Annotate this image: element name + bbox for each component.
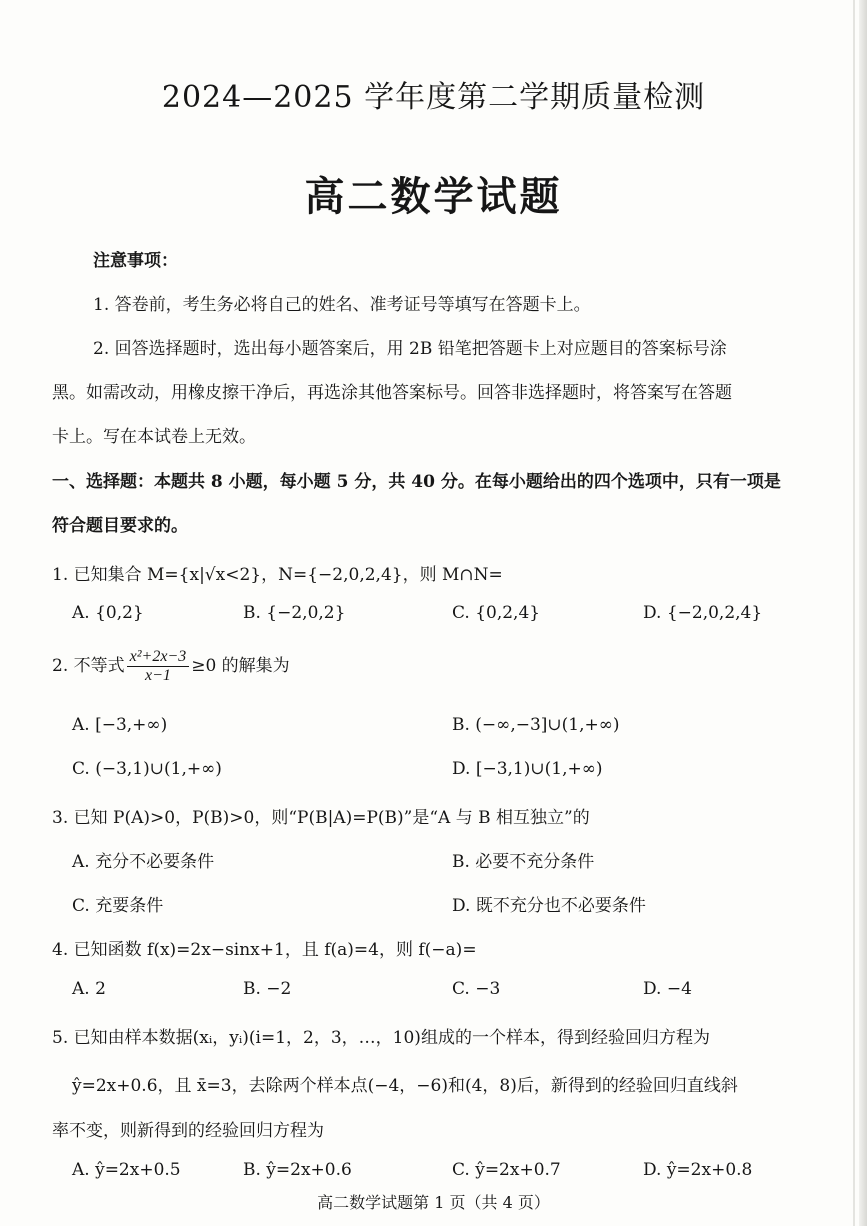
question-3-option-c: C. 充要条件 [72, 896, 164, 916]
question-2-suffix: ≥0 的解集为 [191, 656, 290, 676]
question-2-option-a: A. [−3,+∞) [72, 715, 168, 735]
question-2-denominator: x−1 [144, 667, 171, 684]
exam-subject-title: 高二数学试题 [304, 173, 563, 220]
question-3-option-a: A. 充分不必要条件 [72, 852, 215, 872]
question-2-stem [52, 648, 290, 685]
notice-item-2-line-2: 黑。如需改动，用橡皮擦干净后，再选涂其他答案标号。回答非选择题时，将答案写在答题 [52, 383, 732, 403]
question-5-option-d: D. ŷ=2x+0.8 [643, 1160, 753, 1180]
question-4-option-b: B. −2 [243, 979, 292, 999]
question-4-option-d: D. −4 [643, 979, 692, 999]
page-footer: 高二数学试题第 1 页（共 4 页） [317, 1193, 550, 1212]
question-5-option-c: C. ŷ=2x+0.7 [452, 1160, 561, 1180]
question-4-stem: 4. 已知函数 f(x)=2x−sinx+1，且 f(a)=4，则 f(−a)= [52, 940, 477, 960]
question-3-stem: 3. 已知 P(A)>0，P(B)>0，则“P(B|A)=P(B)”是“A 与 B 相互独立”的 [52, 808, 590, 828]
question-5-stem-line-2: ŷ=2x+0.6，且 x̄=3，去除两个样本点(−4，−6)和(4，8)后，新得到的经验回归直线斜 [72, 1076, 738, 1096]
notice-item-2-line-1: 2. 回答选择题时，选出每小题答案后，用 2B 铅笔把答题卡上对应题目的答案标号涂 [93, 339, 727, 359]
question-5-option-a: A. ŷ=2x+0.5 [72, 1160, 181, 1180]
notice-item-2-line-3: 卡上。写在本试卷上无效。 [52, 427, 256, 447]
section-1-instructions-line-1: 一、选择题：本题共 8 小题，每小题 5 分，共 40 分。在每小题给出的四个选项中，只有一项是 [52, 472, 781, 492]
exam-title: 2024—2025 学年度第二学期质量检测 [161, 80, 706, 115]
section-1-instructions-line-2: 符合题目要求的。 [52, 516, 188, 536]
question-1-stem: 1. 已知集合 M={x|√x<2}，N={−2,0,2,4}，则 M∩N= [52, 565, 503, 585]
notice-item-1: 1. 答卷前，考生务必将自己的姓名、准考证号等填写在答题卡上。 [93, 295, 591, 315]
question-1-option-a: A. {0,2} [72, 603, 144, 623]
question-2-option-b: B. (−∞,−3]∪(1,+∞) [452, 715, 620, 735]
question-2-option-d: D. [−3,1)∪(1,+∞) [452, 759, 603, 779]
question-5-stem-line-3: 率不变，则新得到的经验回归方程为 [52, 1121, 324, 1141]
question-2-fraction [127, 648, 190, 685]
question-4-option-a: A. 2 [72, 979, 106, 999]
question-3-option-d: D. 既不充分也不必要条件 [452, 896, 646, 916]
question-2-prefix: 2. 不等式 [52, 656, 125, 676]
question-5-option-b: B. ŷ=2x+0.6 [243, 1160, 352, 1180]
question-1-option-b: B. {−2,0,2} [243, 603, 346, 623]
question-2-numerator: x²+2x−3 [127, 648, 190, 667]
question-4-option-c: C. −3 [452, 979, 501, 999]
notice-heading: 注意事项： [93, 251, 178, 271]
question-1-option-c: C. {0,2,4} [452, 603, 541, 623]
question-2-option-c: C. (−3,1)∪(1,+∞) [72, 759, 222, 779]
question-3-option-b: B. 必要不充分条件 [452, 852, 595, 872]
question-5-stem-line-1: 5. 已知由样本数据(xᵢ，yᵢ)(i=1，2，3，…，10)组成的一个样本，得到经验回归方程为 [52, 1028, 710, 1048]
question-1-option-d: D. {−2,0,2,4} [643, 603, 763, 623]
